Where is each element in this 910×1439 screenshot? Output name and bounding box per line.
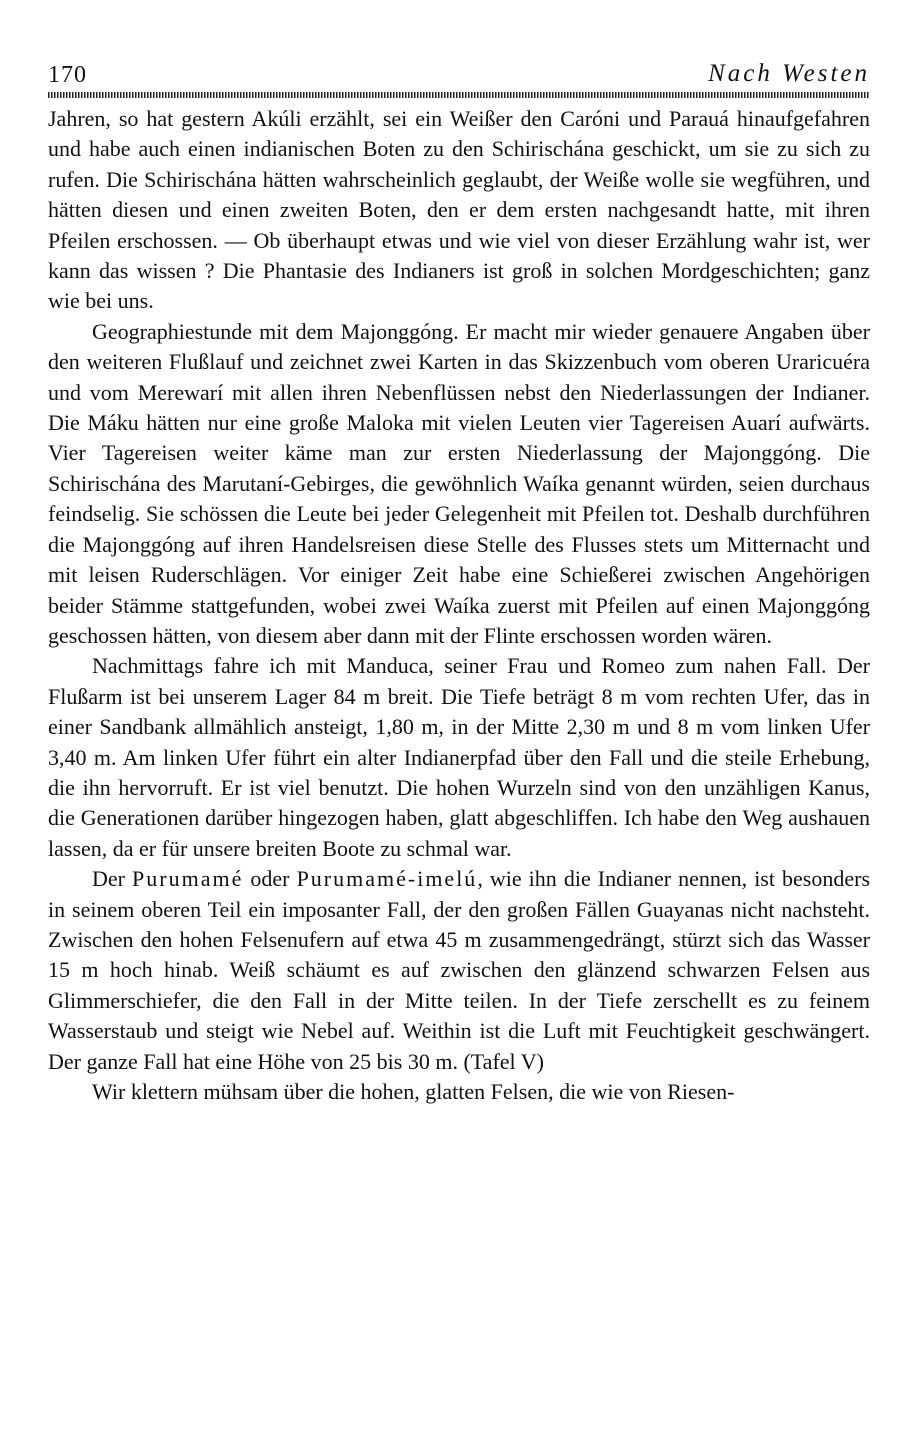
running-head: Nach Westen (708, 60, 870, 87)
paragraph-4-lead: Der (92, 866, 133, 892)
header-rule (48, 92, 870, 98)
book-page (48, 58, 870, 1107)
fall-name-1: Purumamé (132, 866, 244, 892)
paragraph-2: Geographiestunde mit dem Majonggóng. Er macht mir wieder genauere Angaben über den weiteren Flußlauf und zeichnet zwei Karten in das Skizzenbuch vom oberen Uraricuéra und vom Merewarí mit allen ihren Nebenflüssen nebst den Niederlassungen der Indianer. Die Máku hätten nur eine große Maloka mit vielen Leuten vier Tagereisen Auarí aufwärts. Vier Tagereisen weiter käme man zur ersten Niederlassung der Majonggóng. Die Schirischána des Marutaní-Gebirges, die gewöhnlich Waíka genannt würden, seien durchaus feindselig. Sie schössen die Leute bei jeder Gelegenheit mit Pfeilen tot. Deshalb durchführen die Majonggóng auf ihren Handelsreisen diese Stelle des Flusses stets um Mitternacht und mit leisen Ruderschlägen. Vor einiger Zeit habe eine Schießerei zwischen Angehörigen beider Stämme stattgefunden, wobei zwei Waíka zuerst mit Pfeilen auf einen Majonggóng geschossen hätten, von diesem aber dann mit der Flinte erschossen worden wären. (48, 318, 870, 648)
page-number: 170 (48, 62, 87, 88)
paragraph-3: Nachmittags fahre ich mit Manduca, seiner Frau und Romeo zum nahen Fall. Der Flußarm ist bei unserem Lager 84 m breit. Die Tiefe beträgt 8 m vom rechten Ufer, das in einer Sandbank allmählich ansteigt, 1,80 m, in der Mitte 2,30 m und 8 m vom linken Ufer 3,40 m. Am linken Ufer führt ein alter Indianerpfad über den Fall und die steile Erhebung, die ihn hervorruft. Er ist viel benutzt. Die hohen Wurzeln sind von den unzähligen Kanus, die Generationen darüber hingezogen haben, glatt abgeschliffen. Ich habe den Weg aushauen lassen, da er für unsere breiten Boote zu schmal war. (48, 653, 870, 861)
page-header (48, 58, 870, 90)
paragraph-4 (48, 864, 870, 1077)
paragraph-5: Wir klettern mühsam über die hohen, glatten Felsen, die wie von Riesen- (92, 1079, 735, 1104)
paragraph-4-text: , wie ihn die Indianer nennen, ist besonders in seinem oberen Teil ein imposanter Fall, der den großen Fällen Guayanas nicht nachsteht. Zwischen den hohen Felsenufern auf etwa 45 m zusammengedrängt, stürzt sich das Wasser 15 m hoch hinab. Weiß schäumt es auf zwischen den glänzend schwarzen Felsen aus Glimmerschiefer, die den Fall in der Mitte teilen. In der Tiefe zerschellt es zu feinem Wasserstaub und steigt wie Nebel auf. Weithin ist die Luft mit Feuchtigkeit geschwängert. Der ganze Fall hat eine Höhe von 25 bis 30 m. (Tafel V) (48, 866, 871, 1074)
paragraph-1: Jahren, so hat gestern Akúli erzählt, sei ein Weißer den Caróni und Parauá hinaufgefahren und habe auch einen indianischen Boten zu den Schirischána geschickt, um sie zu sich zu rufen. Die Schirischána hätten wahrscheinlich geglaubt, der Weiße wolle sie wegführen, und hätten diesen und einen zweiten Boten, den er dem ersten nachgesandt hatte, mit ihren Pfeilen erschossen. — Ob überhaupt etwas und wie viel von dieser Erzählung wahr ist, wer kann das wissen ? Die Phantasie des Indianers ist groß in solchen Mordgeschichten; ganz wie bei uns. (48, 106, 870, 314)
fall-name-2: Purumamé-imelú (296, 866, 478, 892)
paragraph-4-connector: oder (243, 866, 297, 892)
body-text (48, 104, 870, 1107)
